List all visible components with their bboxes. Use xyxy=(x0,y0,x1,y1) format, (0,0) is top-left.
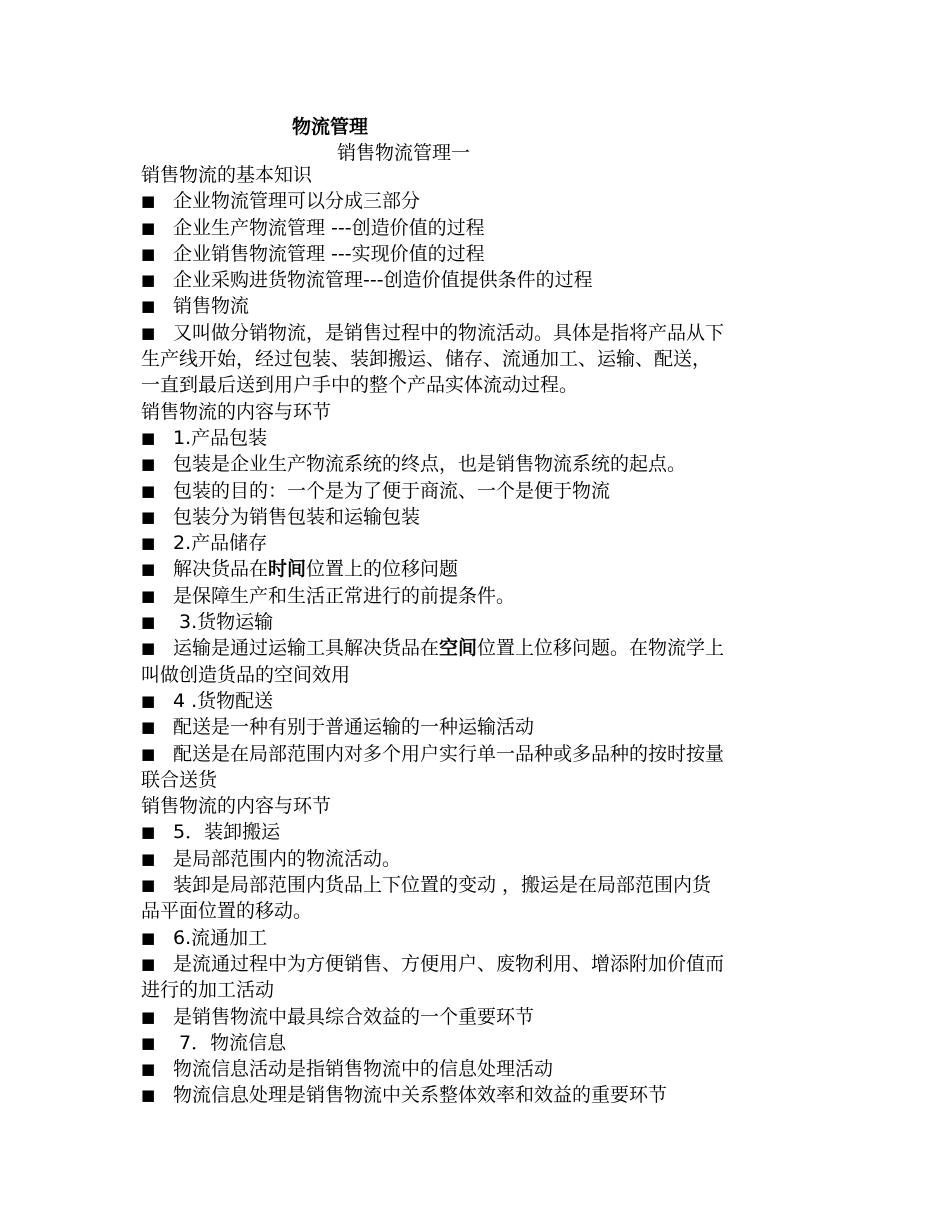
bullet-square-icon: ■ xyxy=(141,297,156,316)
line-text: 是销售物流中最具综合效益的一个重要环节 xyxy=(173,1005,535,1028)
bullet-square-icon: ■ xyxy=(141,1007,156,1026)
bullet-square-icon: ■ xyxy=(141,744,156,763)
section-heading xyxy=(141,399,821,425)
line-text: 配送是一种有别于普通运输的一种运输活动 xyxy=(173,716,535,739)
continuation-line xyxy=(141,346,821,372)
bullet-line xyxy=(141,688,821,714)
line-text: 销售物流的内容与环节 xyxy=(141,795,332,818)
bullet-square-icon: ■ xyxy=(141,954,156,973)
line-text: 销售物流 xyxy=(173,295,250,318)
continuation-line xyxy=(141,372,821,398)
bullet-line xyxy=(141,1056,821,1082)
bullet-square-icon: ■ xyxy=(141,534,156,553)
line-text: 是保障生产和生活正常进行的前提条件。 xyxy=(173,584,516,607)
line-text: 联合送货 xyxy=(141,768,218,791)
line-text: 位置上的位移问题 xyxy=(306,558,459,581)
line-text: 进行的加工活动 xyxy=(141,979,275,1002)
line-text: 又叫做分销物流，是销售过程中的物流活动。具体是指将产品从下 xyxy=(173,321,725,344)
line-text: 叫做创造货品的空间效用 xyxy=(141,663,351,686)
bullet-square-icon: ■ xyxy=(141,718,156,737)
line-text: 是流通过程中为方便销售、方便用户、废物利用、增添附加价值而 xyxy=(173,952,725,975)
line-number: 6. xyxy=(173,926,192,949)
bullet-line xyxy=(141,1030,821,1056)
bullet-line xyxy=(141,741,821,767)
line-number: 2. xyxy=(173,532,192,555)
bullet-line xyxy=(141,188,821,214)
bullet-square-icon: ■ xyxy=(141,1033,156,1052)
line-text: 包装的目的：一个是为了便于商流、一个是便于物流 xyxy=(173,479,611,502)
line-text: 产品储存 xyxy=(191,532,268,555)
section-heading xyxy=(141,162,821,188)
line-number: 1. xyxy=(173,426,192,449)
line-text: --- xyxy=(331,216,352,239)
bullet-line xyxy=(141,635,821,661)
bullet-square-icon: ■ xyxy=(141,1086,156,1105)
bullet-line xyxy=(141,583,821,609)
line-text: 包装分为销售包装和运输包装 xyxy=(173,505,421,528)
line-text: 生产线开始，经过包装、装卸搬运、储存、流通加工、运输、配送， xyxy=(141,348,712,371)
line-text: 实现价值的过程 xyxy=(351,242,485,265)
document-body xyxy=(141,162,821,1109)
bullet-line xyxy=(141,241,821,267)
line-text: 品平面位置的移动。 xyxy=(141,900,313,923)
line-text: 流通加工 xyxy=(191,926,268,949)
line-text: 产品包装 xyxy=(191,426,268,449)
bullet-square-icon: ■ xyxy=(141,613,156,632)
bullet-line xyxy=(141,451,821,477)
line-text: 是局部范围内的物流活动。 xyxy=(173,847,402,870)
bullet-line xyxy=(141,819,821,845)
emphasis-text: 时间 xyxy=(268,558,307,581)
line-text: --- xyxy=(363,269,384,292)
bullet-square-icon: ■ xyxy=(141,560,156,579)
bullet-square-icon: ■ xyxy=(141,928,156,947)
line-number: 5 xyxy=(173,821,186,844)
line-text: 销售物流的内容与环节 xyxy=(141,400,332,423)
line-text: 企业销售物流管理 xyxy=(173,242,332,265)
bullet-square-icon: ■ xyxy=(141,507,156,526)
line-text: 物流信息处理是销售物流中关系整体效率和效益的重要环节 xyxy=(173,1084,668,1107)
bullet-square-icon: ■ xyxy=(141,428,156,447)
line-number: 7 xyxy=(173,1031,192,1054)
line-text: 货物配送 xyxy=(197,689,274,712)
bullet-line xyxy=(141,267,821,293)
bullet-line xyxy=(141,714,821,740)
line-text: 装卸是局部范围内货品上下位置的变动 ，搬运是在局部范围内货 xyxy=(173,874,712,897)
line-text: 位置上位移问题。在物流学上 xyxy=(477,637,725,660)
line-text: 创造价值的过程 xyxy=(351,216,485,239)
line-text: 一直到最后送到用户手中的整个产品实体流动过程。 xyxy=(141,374,579,397)
bullet-line xyxy=(141,609,821,635)
line-text: 物流信息活动是指销售物流中的信息处理活动 xyxy=(173,1058,554,1081)
bullet-square-icon: ■ xyxy=(141,849,156,868)
line-text: ．装卸搬运 xyxy=(185,821,281,844)
line-text: 货物运输 xyxy=(197,611,274,634)
bullet-line xyxy=(141,1082,821,1108)
line-text: 解决货品在 xyxy=(173,558,269,581)
bullet-line xyxy=(141,846,821,872)
bullet-square-icon: ■ xyxy=(141,1060,156,1079)
bullet-square-icon: ■ xyxy=(141,218,156,237)
line-text: 包装是企业生产物流系统的终点，也是销售物流系统的起点。 xyxy=(173,453,687,476)
line-number: 3. xyxy=(173,611,198,634)
continuation-line xyxy=(141,662,821,688)
bullet-line xyxy=(141,504,821,530)
bullet-square-icon: ■ xyxy=(141,823,156,842)
bullet-square-icon: ■ xyxy=(141,192,156,211)
line-text: ．物流信息 xyxy=(191,1031,287,1054)
line-text: 配送是在局部范围内对多个用户实行单一品种或多品种的按时按量 xyxy=(173,742,725,765)
bullet-square-icon: ■ xyxy=(141,639,156,658)
bullet-line xyxy=(141,293,821,319)
line-text: 企业采购进货物流管理 xyxy=(173,269,364,292)
bullet-square-icon: ■ xyxy=(141,455,156,474)
bullet-line xyxy=(141,951,821,977)
continuation-line xyxy=(141,898,821,924)
bullet-line xyxy=(141,215,821,241)
line-text: 企业物流管理可以分成三部分 xyxy=(173,190,421,213)
bullet-line xyxy=(141,556,821,582)
bullet-line xyxy=(141,1004,821,1030)
continuation-line xyxy=(141,767,821,793)
bullet-square-icon: ■ xyxy=(141,691,156,710)
line-text: 企业生产物流管理 xyxy=(173,216,332,239)
bullet-line xyxy=(141,925,821,951)
document-subtitle: 销售物流管理一 xyxy=(337,142,471,164)
line-text: --- xyxy=(331,242,352,265)
line-number: 4 . xyxy=(173,689,198,712)
bullet-line xyxy=(141,478,821,504)
line-text: 销售物流的基本知识 xyxy=(141,164,313,186)
bullet-square-icon: ■ xyxy=(141,481,156,500)
section-heading xyxy=(141,793,821,819)
bullet-square-icon: ■ xyxy=(141,323,156,342)
bullet-line xyxy=(141,320,821,346)
bullet-line xyxy=(141,530,821,556)
continuation-line xyxy=(141,977,821,1003)
bullet-line xyxy=(141,872,821,898)
line-text: 创造价值提供条件的过程 xyxy=(383,269,593,292)
bullet-square-icon: ■ xyxy=(141,586,156,605)
bullet-square-icon: ■ xyxy=(141,244,156,263)
line-text: 运输是通过运输工具解决货品在 xyxy=(173,637,440,660)
emphasis-text: 空间 xyxy=(439,637,478,660)
bullet-square-icon: ■ xyxy=(141,876,156,895)
document-title: 物流管理 xyxy=(292,116,369,138)
bullet-square-icon: ■ xyxy=(141,271,156,290)
bullet-line xyxy=(141,425,821,451)
